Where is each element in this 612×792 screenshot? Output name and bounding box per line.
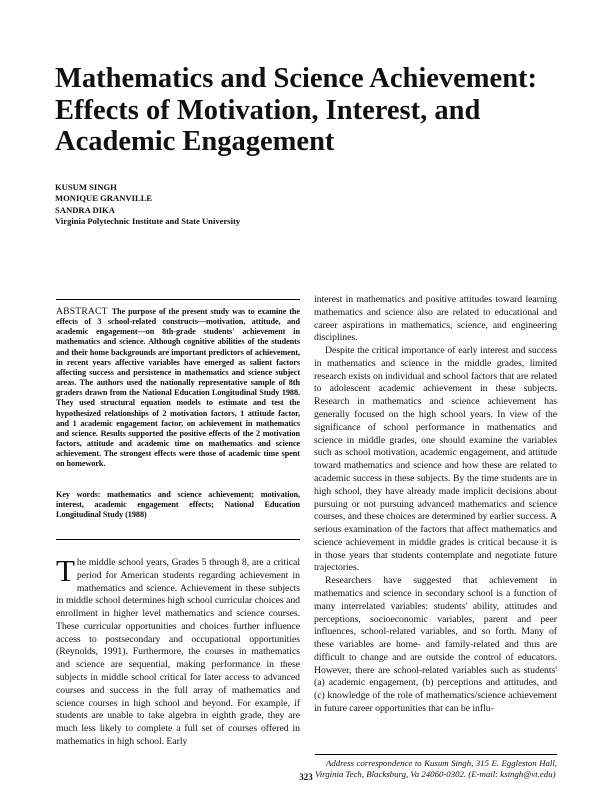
abstract-top-rule [56, 299, 300, 300]
author-name: MONIQUE GRANVILLE [55, 193, 153, 204]
abstract-label: ABSTRACT [56, 306, 108, 317]
correspondence-note: Address correspondence to Kusum Singh, 315 E. Eggleston Hall, Virginia Tech, Blacksburg, Va 24060-0302. (E-mail: ksingh@vt.edu) [315, 758, 557, 780]
author-block [55, 182, 555, 228]
body-paragraph: Researchers have suggested that achievement in mathematics and science in secondary school is a function of many interrelated variables: students' ability, attitudes and perceptions, socioeconomic variables, parent and peer influences, school-related variables, and so forth. Many of these variables are home- and family-related and thus are difficult to change and are outside the control of educators. However, there are school-related variables such as students' (a) academic engagement, (b) perceptions and attitudes, and (c) knowledge of the role of mathematics/science achievement in future career opportunities that can be influ- [314, 575, 557, 714]
abstract [56, 307, 300, 470]
footnote-rule [315, 754, 557, 755]
author-name: KUSUM SINGH [55, 182, 117, 192]
body-paragraph: interest in mathematics and positive attitudes toward learning mathematics and science also are related to educational and career aspirations in mathematics, science, and engineering disciplines. [314, 294, 557, 344]
article-title [55, 63, 565, 158]
title-line: Academic Engagement [55, 126, 335, 157]
body-column-right [314, 294, 557, 716]
drop-cap: T [56, 553, 75, 588]
title-line: Effects of Motivation, Interest, and [55, 94, 481, 126]
body-column-left [56, 553, 300, 749]
author-affiliation: Virginia Polytechnic Institute and State University [55, 216, 241, 227]
author-name: SANDRA DIKA [55, 204, 115, 215]
abstract-bottom-rule [56, 539, 300, 540]
body-paragraph [56, 553, 300, 749]
page-number: 323 [299, 772, 313, 782]
abstract-text: The purpose of the present study was to examine the effects of 3 school-related constructs—motivation, attitude, and academic engagement—on 8th-grade students' achievement in mathematics and science. Although cognitive abilities of the students and their home backgrounds are important predictors of achievement, in recent years affective variables have emerged as salient factors affecting success and persistence in mathematics and science subject areas. The authors used the nationally representative sample of 8th graders drawn from the National Education Longitudinal Study 1988. They used structural equation models to estimate and test the hypothesized relationships of 2 motivation factors, 1 attitude factor, and 1 academic engagement factor, on achievement in mathematics and science. Results supported the positive effects of the 2 motivation factors, attitude and academic time on mathematics and science achievement. The strongest effects were those of academic time spent on homework. [56, 307, 300, 469]
keywords: Key words: mathematics and science achievement; motivation, interest, academic engagement effects; National Education Longitudinal Study (1988) [56, 490, 300, 520]
title-line: Mathematics and Science Achievement: [55, 63, 538, 94]
body-paragraph: Despite the critical importance of early interest and success in mathematics and science in the middle grades, limited research exists on individual and school factors that are related to adolescent academic achievement in these subjects. Research in mathematics and science achievement has generally focused on the high school years. In view of the significance of school performance in mathematics and science in middle grades, one should examine the variables such as school motivation, academic engagement, and attitude toward mathematics and science and how these are related to academic success in these subjects. By the time students are in high school, they have already made implicit decisions about pursuing or not pursuing advanced mathematics and science courses, and these choices are determined by earlier success. A serious examination of the factors that affect mathematics and science achievement in middle grades is critical because it is in those years that students contemplate and negotiate future trajectories. [314, 345, 557, 574]
body-text: he middle school years, Grades 5 through 8, are a critical period for American students regarding achievement in mathematics and science. Achievement in these subjects in middle school determines high school curricular choices and enrollment in higher level mathematics and science courses. These curricular opportunities and choices further influence access to postsecondary and occupational opportunities (Reynolds, 1991). Furthermore, the courses in mathematics and science are sequential, making performance in these subjects in middle school critical for later access to advanced courses and success in the full array of mathematics and science courses in high school and beyond. For example, if students are unable to take algebra in eighth grade, they are much less likely to complete a full set of courses offered in mathematics in high school. Early [56, 557, 300, 747]
